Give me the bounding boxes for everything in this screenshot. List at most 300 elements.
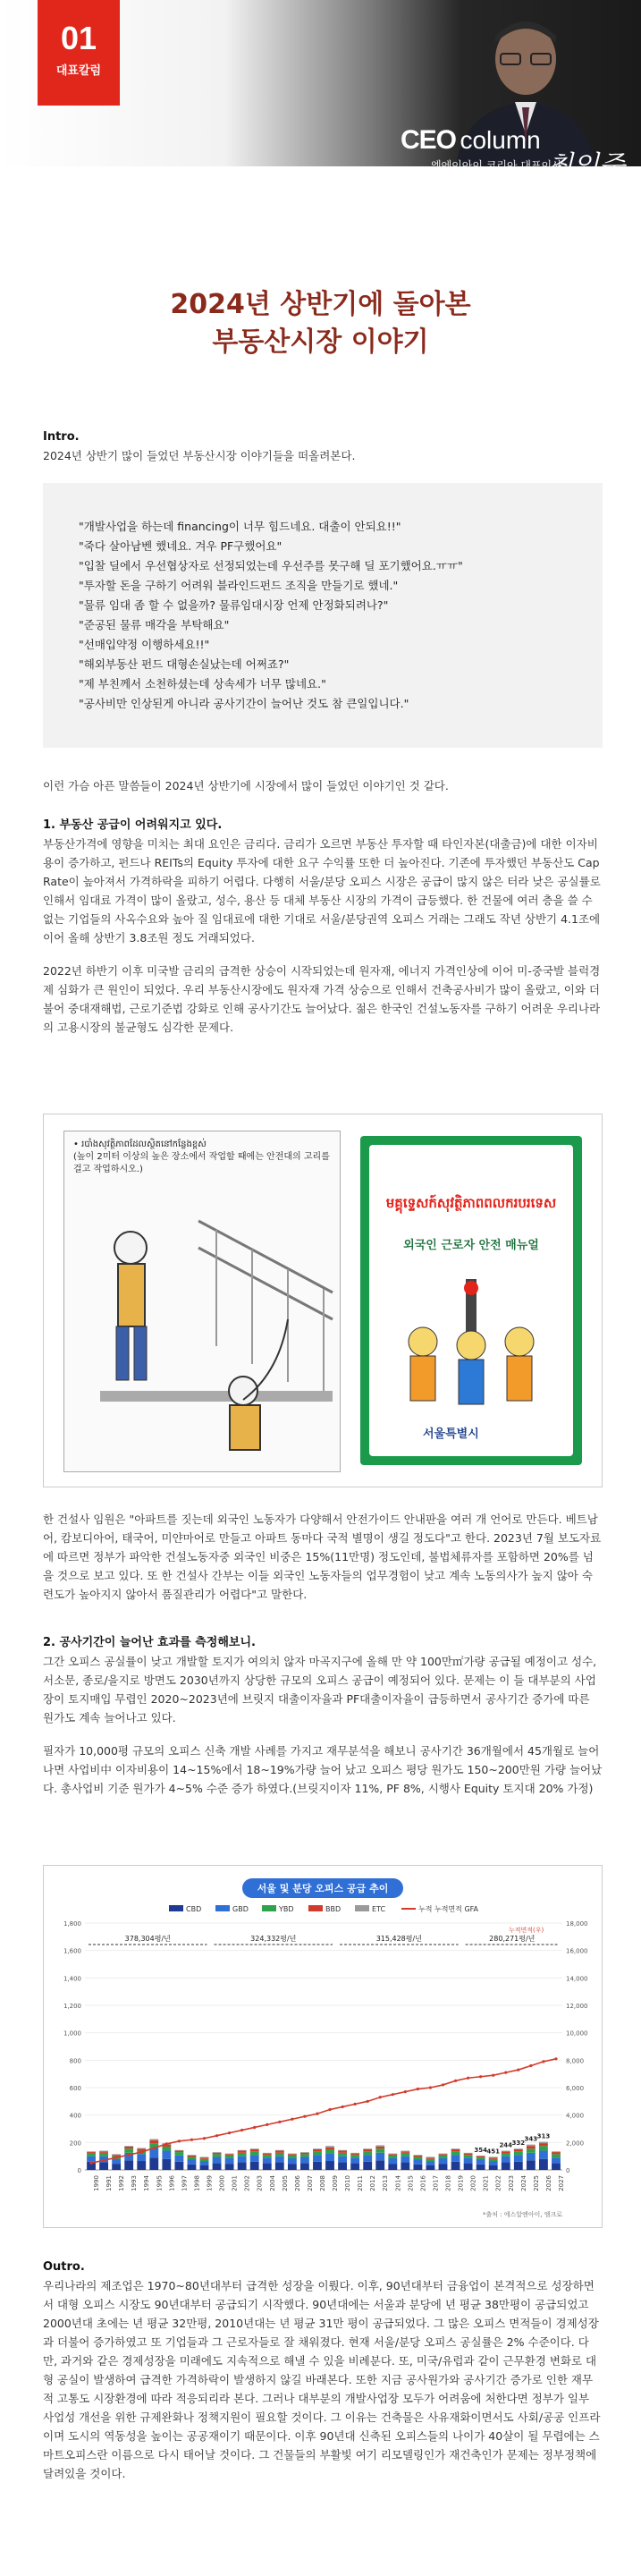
bar-segment-cbd bbox=[300, 2163, 309, 2170]
x-tick-label: 1993 bbox=[131, 2175, 139, 2191]
bar-segment-etc bbox=[213, 2152, 222, 2153]
period-label: 315,428평/년 bbox=[375, 1935, 422, 1943]
y-tick-label-left: 1,400 bbox=[63, 1975, 81, 1983]
bar-segment-ybd bbox=[363, 2151, 372, 2155]
y-tick-label-left: 200 bbox=[69, 2140, 81, 2148]
cumulative-point bbox=[379, 2096, 382, 2098]
office-supply-chart bbox=[44, 1866, 602, 2227]
bar-segment-cbd bbox=[275, 2163, 284, 2170]
bar-segment-cbd bbox=[149, 2157, 158, 2170]
bar-segment-etc bbox=[338, 2150, 347, 2151]
bar-segment-cbd bbox=[539, 2159, 548, 2170]
bar-segment-etc bbox=[451, 2148, 460, 2149]
legend-swatch bbox=[308, 1905, 323, 1911]
bar-value-label: 354 bbox=[474, 2146, 487, 2154]
bar-segment-bbd bbox=[313, 2149, 322, 2151]
bar-segment-cbd bbox=[225, 2164, 234, 2170]
x-tick-label: 2004 bbox=[268, 2175, 276, 2191]
period-label: 378,304평/년 bbox=[124, 1935, 171, 1943]
cumulative-point bbox=[492, 2074, 494, 2077]
x-tick-label: 2007 bbox=[306, 2175, 314, 2191]
cumulative-point bbox=[392, 2093, 394, 2096]
x-tick-label: 2012 bbox=[369, 2175, 377, 2191]
bar-segment-cbd bbox=[514, 2162, 523, 2170]
bar-segment-bbd bbox=[363, 2149, 372, 2151]
ceo-signature: 최인준 bbox=[547, 150, 625, 182]
bar-segment-cbd bbox=[325, 2161, 334, 2170]
quote-line: "제 부친께서 소천하셨는데 상속세가 너무 많네요." bbox=[79, 677, 326, 691]
bar-segment-gbd bbox=[87, 2157, 96, 2162]
bar-segment-bbd bbox=[225, 2154, 234, 2156]
bar-segment-gbd bbox=[263, 2157, 272, 2163]
bar-segment-ybd bbox=[439, 2156, 448, 2158]
bar-segment-ybd bbox=[502, 2154, 510, 2157]
bar-segment-etc bbox=[401, 2151, 409, 2152]
outro-text: 우리나라의 제조업은 1970~80년대부터 급격한 성장을 이뤘다. 이후, 90년대부터 금융업이 본격적으로 성장하면서 대형 오피스 시장도 90년대부터 공급되기 시작했다. 90년대에는 서울과 분당에 년 평균 38만평이 공급되었고 2000년대 초에는 년 평균 32만평, 2010년대는 년 평균 31만 평이 공급되었다. 그 많은 오피스 면적들이 경제성장과 더불어 증가하였고 또 기업들과 그 근로자들로 잘 채워졌다. 현재 서울/분당 오피스 공실률은 2% 수준이다. 다만, 과거와 같은 경제성장을 미래에도 지속적으로 해낼 수 있을 비례분다. 또, 미국/유럽과 같이 근무환경 변화로 대형 공실이 발생하여 급격한 가격하락이 발생하지 않길 바래본다. 또한 지금 공사원가와 공사기간 증가로 인한 재무적 고통도 시장환경에 따라 적응되리라 본다. 그러나 대부분의 개발사업장 모두가 어려움에 처한다면 정부가 일부 사업성 개선을 위한 규제완화나 정책지원이 필요할 것이다. 그 이유는 건축물은 사유재화이면서도 사회/공공 인프라이며 도시의 역동성을 높이는 공공재이기 때문이다. 이후 90년대 신축된 오피스들의 나이가 40살이 될 무렵에는 스마트오피스란 이름으로 다시 태어날 것이다. 그 건물들의 부활빛 여기 리모델링인가 재건축인가 문제는 정부정책에 달려있을 것이다. bbox=[43, 2279, 601, 2480]
cumulative-point bbox=[140, 2150, 143, 2153]
x-tick-label: 1996 bbox=[168, 2175, 176, 2191]
bar-segment-gbd bbox=[413, 2160, 422, 2165]
x-tick-label: 2002 bbox=[243, 2175, 251, 2191]
bar-segment-cbd bbox=[213, 2163, 222, 2170]
cumulative-point bbox=[102, 2159, 105, 2162]
section-1-heading: 1. 부동산 공급이 어려워지고 있다. bbox=[43, 818, 223, 832]
x-tick-label: 2013 bbox=[382, 2175, 390, 2191]
section-1 bbox=[43, 816, 603, 1037]
section-2-paragraph-2: 필자가 10,000평 규모의 오피스 신축 개발 사례를 가지고 재무분석을 해보니 공사기간 36개월에서 45개월로 늘어나면 사업비中 이자비용이 14~15%에서 18~19%가량 늘어 났고 오피스 평당 원가도 150~200만원 가량 늘어났다. 총사업비 기준 원가가 4~5% 수준 증가 하였다.(브릿지이자 11%, PF 8%, 시행사 Equity 토지대 20% 가정) bbox=[43, 1744, 603, 1795]
cumulative-point bbox=[178, 2140, 181, 2142]
bar-segment-ybd bbox=[552, 2154, 561, 2157]
cumulative-point bbox=[341, 2106, 343, 2108]
bar-segment-bbd bbox=[552, 2152, 561, 2154]
bar-segment-bbd bbox=[200, 2157, 209, 2159]
bar-segment-bbd bbox=[388, 2154, 397, 2156]
bar-segment-gbd bbox=[112, 2159, 121, 2164]
cumulative-point bbox=[240, 2129, 243, 2131]
cumulative-point bbox=[291, 2118, 293, 2121]
cumulative-point bbox=[429, 2086, 432, 2089]
bar-segment-ybd bbox=[426, 2159, 435, 2161]
y-tick-label-right: 12,000 bbox=[566, 2003, 588, 2010]
intro-heading: Intro. bbox=[43, 430, 80, 444]
bar-segment-gbd bbox=[225, 2158, 234, 2164]
y-tick-label-left: 800 bbox=[69, 2057, 81, 2065]
bar-segment-gbd bbox=[275, 2157, 284, 2163]
quote-line: "투자할 돈을 구하기 어려워 블라인드펀드 조직을 만들기로 했네." bbox=[79, 579, 399, 592]
x-tick-label: 1991 bbox=[105, 2175, 114, 2191]
bar-segment-bbd bbox=[87, 2152, 96, 2154]
bar-segment-gbd bbox=[250, 2155, 259, 2162]
bar-segment-ybd bbox=[413, 2157, 422, 2159]
outro-heading: Outro. bbox=[43, 2260, 85, 2274]
y-tick-label-left: 1,800 bbox=[63, 1920, 81, 1928]
bar-segment-gbd bbox=[300, 2157, 309, 2163]
bar-segment-gbd bbox=[464, 2157, 473, 2163]
bar-segment-ybd bbox=[238, 2153, 247, 2157]
x-tick-label: 1992 bbox=[118, 2175, 126, 2191]
comic-caption-khmer: • រ​បាំង​សុវត្ថិភាព​ដែល​ស្ថិត​នៅ​កន្លែង​ខ្ពស់ bbox=[73, 1140, 207, 1149]
intro-section bbox=[43, 428, 603, 465]
bar-segment-ybd bbox=[451, 2151, 460, 2155]
bar-segment-cbd bbox=[188, 2165, 197, 2170]
ceo-title-bold: CEO bbox=[401, 125, 457, 155]
y-tick-label-right: 8,000 bbox=[566, 2057, 585, 2065]
bar-segment-bbd bbox=[238, 2151, 247, 2153]
bar-segment-cbd bbox=[162, 2159, 171, 2170]
office-supply-chart-box bbox=[43, 1865, 603, 2228]
chart-source: *출처 : 에스알엔아이, 엠크로 bbox=[482, 2211, 562, 2218]
y-tick-label-left: 1,000 bbox=[63, 2029, 81, 2038]
bar-segment-gbd bbox=[313, 2155, 322, 2162]
bar-segment-ybd bbox=[300, 2154, 309, 2157]
cumulative-point bbox=[303, 2115, 306, 2118]
safety-comic-image bbox=[63, 1131, 341, 1472]
bar-segment-bbd bbox=[401, 2151, 409, 2153]
badge-label: 대표칼럼 bbox=[55, 64, 102, 78]
bar-segment-cbd bbox=[451, 2162, 460, 2170]
bar-segment-ybd bbox=[288, 2156, 297, 2158]
x-tick-label: 2022 bbox=[494, 2175, 502, 2191]
x-tick-label: 1994 bbox=[143, 2175, 151, 2191]
bar-segment-bbd bbox=[99, 2151, 108, 2153]
bar-segment-bbd bbox=[375, 2147, 384, 2148]
comic-caption-korean: (높이 2미터 이상의 높은 장소에서 작업할 때에는 안전대의 고리를 걸고 작업하시오.) bbox=[73, 1152, 330, 1174]
x-tick-label: 2000 bbox=[218, 2175, 226, 2191]
bar-segment-cbd bbox=[112, 2164, 121, 2170]
bar-segment-cbd bbox=[401, 2163, 409, 2170]
period-label: 324,332평/년 bbox=[250, 1935, 297, 1943]
bar-segment-ybd bbox=[388, 2156, 397, 2158]
bar-segment-cbd bbox=[375, 2160, 384, 2170]
y-tick-label-left: 600 bbox=[69, 2085, 81, 2092]
bar-segment-gbd bbox=[363, 2155, 372, 2162]
bar-segment-gbd bbox=[527, 2153, 536, 2160]
bar-segment-gbd bbox=[325, 2154, 334, 2161]
bar-segment-cbd bbox=[263, 2163, 272, 2170]
intro-text: 2024년 상반기 많이 들었던 부동산시장 이야기들을 떠올려본다. bbox=[43, 449, 356, 462]
bar-segment-etc bbox=[288, 2154, 297, 2155]
manual-title-khmer: មគ្គុទ្ទេសក៍​សុវត្ថិភាព​ពលករ​បរទេស bbox=[385, 1195, 557, 1211]
bar-segment-gbd bbox=[514, 2155, 523, 2162]
bar-segment-gbd bbox=[539, 2151, 548, 2159]
bar-segment-etc bbox=[250, 2148, 259, 2149]
quote-line: "선매입약정 이행하세요!!" bbox=[79, 638, 210, 651]
bar-segment-ybd bbox=[174, 2152, 183, 2156]
bar-segment-cbd bbox=[338, 2163, 347, 2170]
bar-segment-ybd bbox=[489, 2159, 498, 2161]
ceo-title-light: column bbox=[460, 126, 541, 154]
x-tick-label: 2018 bbox=[444, 2175, 452, 2191]
x-tick-label: 1998 bbox=[193, 2175, 201, 2191]
bar-segment-gbd bbox=[238, 2157, 247, 2163]
bar-segment-gbd bbox=[502, 2157, 510, 2163]
workers-cartoon-illustration bbox=[387, 1279, 555, 1413]
bar-segment-etc bbox=[363, 2148, 372, 2149]
bar-segment-etc bbox=[502, 2151, 510, 2152]
bar-segment-bbd bbox=[325, 2148, 334, 2149]
bar-segment-bbd bbox=[527, 2146, 536, 2148]
cumulative-point bbox=[529, 2064, 532, 2067]
cumulative-point bbox=[203, 2137, 206, 2140]
cumulative-point bbox=[504, 2072, 507, 2074]
bar-segment-etc bbox=[514, 2148, 523, 2149]
bar-segment-cbd bbox=[137, 2161, 146, 2170]
bar-segment-gbd bbox=[137, 2154, 146, 2161]
illustration-box bbox=[43, 1114, 603, 1487]
bar-segment-gbd bbox=[350, 2157, 359, 2163]
bar-segment-ybd bbox=[188, 2157, 197, 2159]
x-tick-label: 2010 bbox=[344, 2175, 352, 2191]
bar-segment-etc bbox=[350, 2153, 359, 2154]
bar-segment-gbd bbox=[174, 2156, 183, 2162]
article-title bbox=[0, 286, 641, 361]
bar-segment-etc bbox=[300, 2152, 309, 2153]
cumulative-point bbox=[190, 2139, 193, 2141]
bar-segment-etc bbox=[388, 2154, 397, 2155]
cumulative-point bbox=[454, 2080, 457, 2082]
bar-segment-etc bbox=[527, 2145, 536, 2147]
y-tick-label-right: 10,000 bbox=[566, 2029, 588, 2038]
bar-segment-gbd bbox=[552, 2157, 561, 2163]
cumulative-point bbox=[266, 2123, 268, 2126]
period-label: 280,271평/년 bbox=[489, 1935, 536, 1943]
quote-line: "준공된 물류 매각을 부탁해요" bbox=[79, 618, 230, 631]
bar-segment-ybd bbox=[401, 2153, 409, 2157]
bar-value-label: 313 bbox=[536, 2132, 551, 2140]
comic-caption bbox=[73, 1139, 333, 1176]
bar-segment-gbd bbox=[288, 2158, 297, 2164]
bar-segment-bbd bbox=[213, 2153, 222, 2155]
y-tick-label-right: 16,000 bbox=[566, 1947, 588, 1955]
bar-segment-cbd bbox=[200, 2165, 209, 2170]
bar-segment-ybd bbox=[350, 2155, 359, 2157]
cumulative-point bbox=[165, 2142, 168, 2145]
cumulative-point bbox=[316, 2113, 318, 2115]
bar-segment-etc bbox=[188, 2155, 197, 2156]
bar-segment-etc bbox=[174, 2150, 183, 2151]
quote-line: "공사비만 인상된게 아니라 공사기간이 늘어난 것도 참 큰일입니다." bbox=[79, 697, 409, 710]
x-tick-label: 2014 bbox=[394, 2175, 402, 2191]
bar-segment-cbd bbox=[388, 2164, 397, 2170]
bar-segment-etc bbox=[149, 2140, 158, 2141]
bar-segment-gbd bbox=[451, 2155, 460, 2162]
bar-segment-etc bbox=[439, 2154, 448, 2155]
quote-line: "개발사업을 하는데 financing이 너무 힘드네요. 대출이 안되요!!" bbox=[79, 520, 401, 533]
cumulative-point bbox=[228, 2131, 231, 2134]
bar-segment-bbd bbox=[477, 2157, 485, 2158]
bar-value-label: 451 bbox=[486, 2148, 501, 2156]
bar-segment-ybd bbox=[275, 2153, 284, 2157]
legend-label: 누적 누적면적 GFA bbox=[418, 1905, 478, 1913]
bar-segment-etc bbox=[99, 2151, 108, 2152]
quote-line: "물류 임대 좀 할 수 없을까? 물류임대시장 언제 안정화되려나?" bbox=[79, 598, 389, 612]
bar-segment-gbd bbox=[188, 2160, 197, 2165]
legend-swatch bbox=[215, 1905, 230, 1911]
x-tick-label: 2001 bbox=[231, 2175, 239, 2191]
bar-segment-ybd bbox=[124, 2148, 133, 2153]
bar-segment-gbd bbox=[489, 2161, 498, 2165]
x-tick-label: 2005 bbox=[281, 2175, 289, 2191]
bar-segment-bbd bbox=[263, 2154, 272, 2156]
y-tick-label-left: 400 bbox=[69, 2112, 81, 2120]
bar-segment-cbd bbox=[313, 2162, 322, 2170]
cumulative-point bbox=[367, 2100, 369, 2103]
bar-segment-bbd bbox=[149, 2140, 158, 2143]
x-tick-label: 1995 bbox=[156, 2175, 164, 2191]
bar-segment-cbd bbox=[350, 2163, 359, 2170]
section-2 bbox=[43, 1633, 603, 1798]
bar-segment-cbd bbox=[464, 2163, 473, 2170]
bar-segment-etc bbox=[413, 2155, 422, 2156]
bar-segment-cbd bbox=[426, 2165, 435, 2170]
section-1-paragraph-1: 부동산가격에 영향을 미치는 최대 요인은 금리다. 금리가 오르면 부동산 투자할 때 타인자본(대출금)에 대한 이자비용이 증가하고, 펀드나 REITs의 Equity 투자에 대한 요구 수익률 또한 더 높아진다. 기존에 투자했던 부동산도 Cap Rate이 높아져서 가격하락을 피하기 어렵다. 다행히 서울/분당 오피스 시장은 공급이 많지 않은 터라 낮은 공실률로 인해서 임대료 가격이 많이 올랐고, 성수, 용산 등 대체 부동산 시장의 가격이 급등했다. 한 건물에 여러 층을 쓸 수 없는 기업들의 사옥수요와 높아 질 임대료에 대한 기대로 서울/분당권역 오피스 거래는 그래도 작년 상반기 4.1조에 이어 올해 상반기 3.8조원 정도 거래되었다. bbox=[43, 837, 601, 945]
ceo-column-title bbox=[401, 125, 541, 156]
bar-segment-etc bbox=[477, 2156, 485, 2157]
bar-segment-ybd bbox=[313, 2151, 322, 2155]
x-tick-label: 2026 bbox=[544, 2175, 552, 2191]
legend-swatch bbox=[169, 1905, 183, 1911]
bar-segment-bbd bbox=[464, 2154, 473, 2156]
quote-line: "해외부동산 펀드 대형손실났는데 어쩌죠?" bbox=[79, 657, 290, 671]
x-tick-label: 2021 bbox=[482, 2175, 490, 2191]
cumulative-point bbox=[328, 2108, 331, 2111]
bar-segment-bbd bbox=[514, 2149, 523, 2151]
x-tick-label: 2015 bbox=[407, 2175, 415, 2191]
cumulative-point bbox=[542, 2060, 544, 2063]
bar-segment-gbd bbox=[162, 2151, 171, 2159]
cumulative-point bbox=[404, 2090, 407, 2093]
legend-label: CBD bbox=[186, 1905, 202, 1913]
bar-segment-ybd bbox=[464, 2155, 473, 2157]
bar-segment-bbd bbox=[502, 2151, 510, 2153]
bar-segment-etc bbox=[552, 2151, 561, 2152]
cumulative-point bbox=[215, 2134, 218, 2137]
bar-segment-ybd bbox=[527, 2148, 536, 2153]
bar-segment-cbd bbox=[477, 2165, 485, 2170]
bar-segment-cbd bbox=[174, 2162, 183, 2170]
bar-segment-etc bbox=[225, 2154, 234, 2155]
bar-segment-gbd bbox=[439, 2158, 448, 2164]
bar-segment-etc bbox=[464, 2153, 473, 2154]
legend-label: GBD bbox=[232, 1905, 249, 1913]
bar-segment-bbd bbox=[439, 2154, 448, 2156]
safety-manual-cover bbox=[360, 1136, 582, 1465]
bar-segment-cbd bbox=[413, 2165, 422, 2170]
x-tick-label: 2020 bbox=[469, 2175, 477, 2191]
cumulative-point bbox=[128, 2154, 131, 2157]
x-tick-label: 2027 bbox=[557, 2175, 565, 2191]
bar-segment-ybd bbox=[200, 2159, 209, 2161]
quote-line: "죽다 살아남벤 했네요. 겨우 PF구했어요" bbox=[79, 539, 283, 553]
cumulative-point bbox=[253, 2126, 256, 2129]
bar-segment-bbd bbox=[300, 2153, 309, 2155]
bar-segment-etc bbox=[87, 2151, 96, 2152]
bar-segment-etc bbox=[238, 2150, 247, 2151]
y-tick-label-left: 0 bbox=[77, 2167, 81, 2174]
bar-segment-etc bbox=[275, 2150, 284, 2151]
bar-segment-cbd bbox=[527, 2160, 536, 2170]
bar-segment-cbd bbox=[250, 2162, 259, 2170]
ceo-subtitle: 엔에이아이 코리아 대표이사 bbox=[431, 159, 562, 172]
manual-publisher: 서울특별시 bbox=[423, 1428, 479, 1441]
bar-segment-ybd bbox=[99, 2153, 108, 2157]
badge-number: 01 bbox=[60, 20, 97, 56]
bar-segment-ybd bbox=[514, 2151, 523, 2155]
bar-segment-cbd bbox=[439, 2164, 448, 2170]
bar-segment-ybd bbox=[250, 2151, 259, 2155]
bar-segment-gbd bbox=[477, 2160, 485, 2165]
quote-line: "입찰 딜에서 우선협상자로 선정되었는데 우선주를 못구해 딜 포기했어요.ㅠㅠ" bbox=[79, 559, 463, 572]
cumulative-axis-label: 누적면적(우) bbox=[509, 1927, 544, 1934]
cumulative-point bbox=[115, 2157, 118, 2159]
x-tick-label: 2011 bbox=[357, 2175, 365, 2191]
bar-segment-cbd bbox=[99, 2163, 108, 2170]
header-banner bbox=[0, 0, 641, 182]
bar-segment-gbd bbox=[426, 2161, 435, 2165]
column-badge bbox=[38, 0, 120, 106]
x-tick-label: 1990 bbox=[93, 2175, 101, 2191]
bar-segment-ybd bbox=[477, 2157, 485, 2159]
bar-value-label: 332 bbox=[511, 2140, 526, 2148]
cumulative-point bbox=[89, 2162, 92, 2165]
bar-segment-ybd bbox=[162, 2147, 171, 2151]
bar-segment-cbd bbox=[288, 2164, 297, 2170]
bar-segment-bbd bbox=[275, 2151, 284, 2153]
construction-worker-illustration bbox=[64, 1185, 341, 1472]
y-tick-label-right: 4,000 bbox=[566, 2112, 585, 2120]
bar-segment-gbd bbox=[338, 2157, 347, 2163]
bar-segment-ybd bbox=[375, 2148, 384, 2153]
manual-cover-inner bbox=[369, 1145, 573, 1456]
x-tick-label: 1997 bbox=[181, 2175, 189, 2191]
bar-segment-etc bbox=[263, 2153, 272, 2154]
cumulative-point bbox=[354, 2103, 357, 2106]
bar-segment-cbd bbox=[124, 2160, 133, 2170]
x-tick-label: 2003 bbox=[256, 2175, 264, 2191]
bar-segment-cbd bbox=[238, 2163, 247, 2170]
bar-segment-ybd bbox=[87, 2154, 96, 2157]
outro-section bbox=[43, 2258, 603, 2483]
bar-value-label: 343 bbox=[524, 2135, 538, 2143]
bar-segment-cbd bbox=[552, 2163, 561, 2170]
bar-segment-bbd bbox=[413, 2156, 422, 2157]
bar-segment-gbd bbox=[213, 2157, 222, 2163]
x-tick-label: 2024 bbox=[519, 2175, 527, 2191]
legend-label: YBD bbox=[279, 1905, 294, 1913]
bar-segment-ybd bbox=[263, 2155, 272, 2157]
section-1-paragraph-2: 2022년 하반기 이후 미국발 금리의 급격한 상승이 시작되었는데 원자재, 에너지 가격인상에 이어 미-중국발 블럭경제 심화가 큰 원인이 되었다. 우리 부동산시장에도 원자재 가격 상승으로 인해서 건축공사비가 많이 올랐고, 이와 더불어 중대재해법, 근로기준법 강화로 인해 공사기간도 늘어났다. 젊은 한국인 건설노동자를 구하기 어려운 우리나라의 고용시장의 불균형도 심각한 문제다. bbox=[43, 964, 601, 1034]
y-tick-label-right: 0 bbox=[566, 2167, 570, 2174]
bar-segment-bbd bbox=[338, 2151, 347, 2153]
bar-segment-etc bbox=[313, 2148, 322, 2149]
bar-segment-bbd bbox=[288, 2154, 297, 2156]
bar-segment-etc bbox=[539, 2142, 548, 2144]
bar-segment-bbd bbox=[124, 2147, 133, 2148]
bar-segment-cbd bbox=[489, 2165, 498, 2170]
x-tick-label: 1999 bbox=[206, 2175, 214, 2191]
x-tick-label: 2009 bbox=[332, 2175, 340, 2191]
x-tick-label: 2019 bbox=[457, 2175, 465, 2191]
legend-swatch bbox=[355, 1905, 369, 1911]
bar-segment-bbd bbox=[350, 2154, 359, 2156]
y-tick-label-right: 14,000 bbox=[566, 1975, 588, 1983]
quote-box bbox=[43, 483, 603, 748]
section-2-heading: 2. 공사기간이 늘어난 효과를 측정해보니. bbox=[43, 1636, 256, 1649]
y-tick-label-right: 6,000 bbox=[566, 2085, 585, 2092]
bar-segment-bbd bbox=[250, 2149, 259, 2151]
bar-segment-bbd bbox=[451, 2149, 460, 2151]
x-tick-label: 2006 bbox=[293, 2175, 301, 2191]
